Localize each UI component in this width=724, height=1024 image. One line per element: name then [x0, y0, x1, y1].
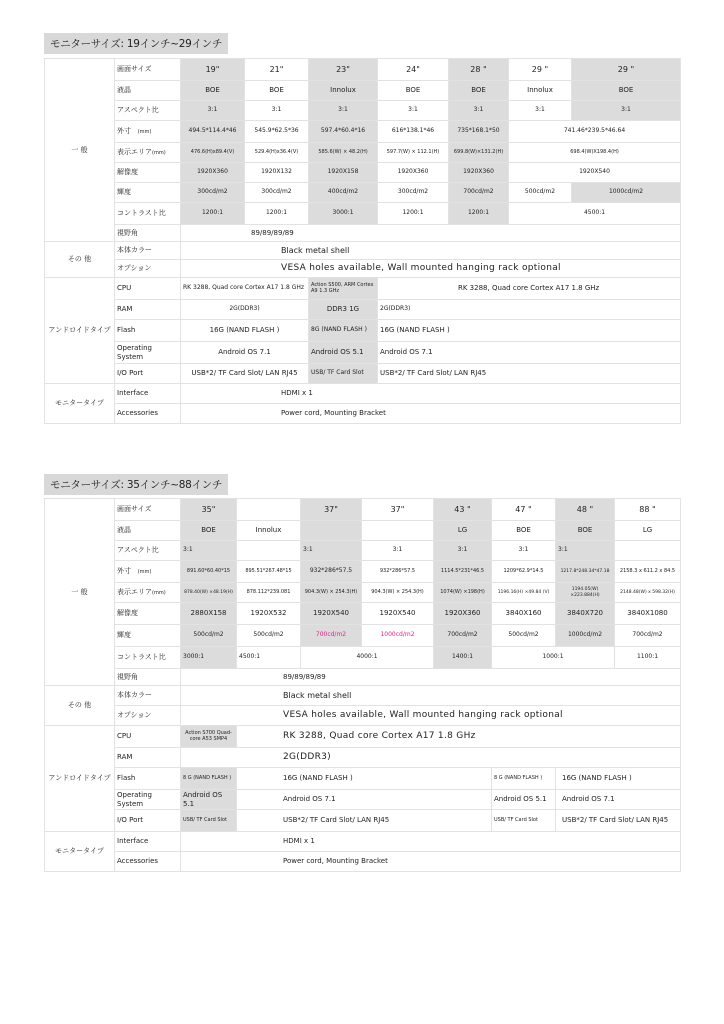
cell: 19": [181, 59, 245, 81]
cell: Action S700 Quad-core A53 SMP4: [181, 726, 237, 748]
cell: 700cd/m2: [434, 625, 492, 647]
cell: 3:1: [378, 101, 449, 121]
cell: 89/89/89/89: [181, 669, 681, 686]
cell: USB*2/ TF Card Slot/ LAN RJ45: [181, 364, 309, 384]
cell: 2880X158: [181, 603, 237, 625]
row-os: Operating System Android OS 7.1 Android OS 5.1 Android OS 7.1: [45, 342, 681, 364]
cell: 1920X360: [434, 603, 492, 625]
cell: 16G (NAND FLASH ): [556, 768, 681, 790]
section-android: アンドロイドタイプ: [45, 726, 115, 832]
cell: 8G (NAND FLASH ): [309, 320, 378, 342]
cell: 16G (NAND FLASH ): [181, 320, 309, 342]
cell: VESA holes available, Wall mounted hanging rack optional: [181, 260, 681, 278]
section-other: その 他: [45, 242, 115, 278]
cell: [615, 541, 681, 561]
cell: Android OS 7.1: [378, 342, 681, 364]
cell: 3:1: [181, 101, 245, 121]
row-interface: モニタータイプ Interface HDMI x 1: [45, 384, 681, 404]
cell: 2G(DDR3): [181, 748, 681, 768]
cell: Android OS 5.1: [181, 790, 237, 810]
section-android: アンドロイドタイプ: [45, 278, 115, 384]
row-aspect: アスペクト比 3:1 3:1 3:1 3:1 3:1 3:1: [45, 541, 681, 561]
cell: 29 ": [509, 59, 572, 81]
cell: BOE: [556, 521, 615, 541]
cell: 1920X360: [449, 163, 509, 183]
cell: 2148.48(W) x 598.32(H): [615, 583, 681, 603]
cell: 1920X532: [237, 603, 301, 625]
cell: 37": [301, 499, 362, 521]
cell: 3:1: [301, 541, 362, 561]
cell: RK 3288, Quad core Cortex A17 1.8 GHz: [181, 278, 309, 300]
cell: 1920X158: [309, 163, 378, 183]
cell: 698.4(W)X198.4(H): [509, 143, 681, 163]
cell: 500cd/m2: [492, 625, 556, 647]
cell: 700cd/m2: [449, 183, 509, 203]
cell: 1000cd/m2: [362, 625, 434, 647]
cell: LG: [615, 521, 681, 541]
cell: 3:1: [434, 541, 492, 561]
cell: [301, 521, 362, 541]
cell: USB/ TF Card Slot: [492, 810, 556, 832]
table1-title: モニターサイズ: 19インチ~29インチ: [44, 33, 228, 54]
cell: 700cd/m2: [301, 625, 362, 647]
row-io: I/O Port USB*2/ TF Card Slot/ LAN RJ45 USB/ TF Card Slot USB*2/ TF Card Slot/ LAN RJ45: [45, 364, 681, 384]
row-contrast: コントラスト比 3000:1 4500:1 4000:1 1400:1 1000:1 1100:1: [45, 647, 681, 669]
cell: 1209*62.9*14.5: [492, 561, 556, 583]
cell: 1200:1: [378, 203, 449, 225]
cell: 2G(DDR3): [181, 300, 309, 320]
row-accessories: Accessories Power cord, Mounting Bracket: [45, 404, 681, 424]
cell: USB*2/ TF Card Slot/ LAN RJ45: [378, 364, 681, 384]
cell: 88 ": [615, 499, 681, 521]
cell: LG: [434, 521, 492, 541]
cell: 1920X132: [245, 163, 309, 183]
cell: 1217.8*248.34*47.18: [556, 561, 615, 583]
row-outer: 外寸 (mm) 494.5*114.4*46 545.9*62.5*36 597.4*60.4*16 616*138.1*46 735*168.1*50 741.46*239.5*46.64: [45, 121, 681, 143]
cell: 1920X360: [378, 163, 449, 183]
section-other: その 他: [45, 686, 115, 726]
cell: 904.3(W) × 254.3(H): [362, 583, 434, 603]
cell: 43 ": [434, 499, 492, 521]
cell: 494.5*114.4*46: [181, 121, 245, 143]
cell: 3:1: [556, 541, 615, 561]
cell: USB*2/ TF Card Slot/ LAN RJ45: [237, 810, 492, 832]
cell: 4000:1: [301, 647, 434, 669]
row-os: Operating System Android OS 5.1 Android OS 7.1 Android OS 5.1 Android OS 7.1: [45, 790, 681, 810]
row-ram: RAM 2G(DDR3): [45, 748, 681, 768]
cell: Innolux: [237, 521, 301, 541]
row-size: 一 般 画面サイズ 19" 21" 23" 24" 28 " 29 " 29 ": [45, 59, 681, 81]
cell: 37": [362, 499, 434, 521]
cell: 1920X540: [362, 603, 434, 625]
cell: USB/ TF Card Slot: [181, 810, 237, 832]
row-lcd: 液晶 BOE BOE Innolux BOE BOE Innolux BOE: [45, 81, 681, 101]
row-cpu: アンドロイドタイプ CPU Action S700 Quad-core A53 SMP4 RK 3288, Quad core Cortex A17 1.8 GHz: [45, 726, 681, 748]
cell: 1200:1: [245, 203, 309, 225]
cell: 700cd/m2: [615, 625, 681, 647]
cell: 616*138.1*46: [378, 121, 449, 143]
row-display: 表示エリア(mm) 878.40(W) ×48.19(H) 878.112*239.081 904.3(W) × 254.3(H) 904.3(W) × 254.3(H) 1074(W) ×198(H) 1196.16(H) ×49.84 (V) 1194.05(W) ×223.884(H) 2148.48(W) x 598.32(H): [45, 583, 681, 603]
row-resolution: 解像度 2880X158 1920X532 1920X540 1920X540 1920X360 3840X160 3840X720 3840X1080: [45, 603, 681, 625]
cell: 3840X160: [492, 603, 556, 625]
cell: BOE: [449, 81, 509, 101]
cell: 735*168.1*50: [449, 121, 509, 143]
cell: 932*286*57.5: [301, 561, 362, 583]
cell: 3:1: [362, 541, 434, 561]
cell: 904.3(W) × 254.3(H): [301, 583, 362, 603]
cell: 500cd/m2: [237, 625, 301, 647]
cell: Power cord, Mounting Bracket: [181, 852, 681, 872]
row-aspect: アスペクト比 3:1 3:1 3:1 3:1 3:1 3:1 3:1: [45, 101, 681, 121]
cell: 597.7(W) × 112.1(H): [378, 143, 449, 163]
cell: 1920X540: [301, 603, 362, 625]
table2-title: モニターサイズ: 35インチ~88インチ: [44, 474, 228, 495]
cell: 1920X360: [181, 163, 245, 183]
row-flash: Flash 16G (NAND FLASH ) 8G (NAND FLASH ) 16G (NAND FLASH ): [45, 320, 681, 342]
cell: 1400:1: [434, 647, 492, 669]
cell: 400cd/m2: [309, 183, 378, 203]
cell: 1200:1: [181, 203, 245, 225]
cell: BOE: [492, 521, 556, 541]
cell: Action S500, ARM Cortex A9 1.3 GHz: [309, 278, 378, 300]
cell: 3:1: [492, 541, 556, 561]
cell: 16G (NAND FLASH ): [378, 320, 681, 342]
cell: 529.4(H)x36.4(V): [245, 143, 309, 163]
cell: 300cd/m2: [378, 183, 449, 203]
cell: 8 G (NAND FLASH ): [492, 768, 556, 790]
cell: 476.6(H)x89.4(V): [181, 143, 245, 163]
cell: 932*286*57.5: [362, 561, 434, 583]
cell: 3840X1080: [615, 603, 681, 625]
cell: 21": [245, 59, 309, 81]
cell: Android OS 5.1: [309, 342, 378, 364]
cell: 300cd/m2: [245, 183, 309, 203]
cell: 3000:1: [309, 203, 378, 225]
cell: 47 ": [492, 499, 556, 521]
cell: 48 ": [556, 499, 615, 521]
cell: 1920X540: [509, 163, 681, 183]
cell: Android OS 7.1: [237, 790, 492, 810]
cell: 585.6(W) × 48.2(H): [309, 143, 378, 163]
cell: USB*2/ TF Card Slot/ LAN RJ45: [556, 810, 681, 832]
cell: DDR3 1G: [309, 300, 378, 320]
cell: 23": [309, 59, 378, 81]
row-option: オプション VESA holes available, Wall mounted hanging rack optional: [45, 706, 681, 726]
row-lcd: 液晶 BOE Innolux LG BOE BOE LG: [45, 521, 681, 541]
spec-table-35-88: [44, 498, 681, 872]
cell: 1200:1: [449, 203, 509, 225]
cell: Innolux: [509, 81, 572, 101]
row-brightness: 輝度 300cd/m2 300cd/m2 400cd/m2 300cd/m2 700cd/m2 500cd/m2 1000cd/m2: [45, 183, 681, 203]
section-monitor: モニタータイプ: [45, 832, 115, 872]
row-brightness: 輝度 500cd/m2 500cd/m2 700cd/m2 1000cd/m2 700cd/m2 500cd/m2 1000cd/m2 700cd/m2: [45, 625, 681, 647]
cell: BOE: [245, 81, 309, 101]
cell: BOE: [378, 81, 449, 101]
cell: 300cd/m2: [181, 183, 245, 203]
row-viewing-angle: 視野角 89/89/89/89: [45, 669, 681, 686]
row-flash: Flash 8 G (NAND FLASH ) 16G (NAND FLASH ) 8 G (NAND FLASH ) 16G (NAND FLASH ): [45, 768, 681, 790]
section-monitor: モニタータイプ: [45, 384, 115, 424]
cell: RK 3288, Quad core Cortex A17 1.8 GHz: [378, 278, 681, 300]
cell: 28 ": [449, 59, 509, 81]
cell: 500cd/m2: [181, 625, 237, 647]
cell: Power cord, Mounting Bracket: [181, 404, 681, 424]
cell: 1194.05(W) ×223.884(H): [556, 583, 615, 603]
row-resolution: 解像度 1920X360 1920X132 1920X158 1920X360 1920X360 1920X540: [45, 163, 681, 183]
cell: VESA holes available, Wall mounted hanging rack optional: [181, 706, 681, 726]
cell: [362, 521, 434, 541]
row-color: その 他 本体カラー Black metal shell: [45, 242, 681, 260]
cell: 597.4*60.4*16: [309, 121, 378, 143]
cell: Black metal shell: [181, 686, 681, 706]
cell: 2G(DDR3): [378, 300, 681, 320]
cell: 878.40(W) ×48.19(H): [181, 583, 237, 603]
cell: 1074(W) ×198(H): [434, 583, 492, 603]
cell: Black metal shell: [181, 242, 681, 260]
cell: Android OS 5.1: [492, 790, 556, 810]
cell: [237, 541, 301, 561]
cell: Innolux: [309, 81, 378, 101]
row-outer: 外寸 (mm) 891.60*60.40*15 895.51*267.48*15 932*286*57.5 932*286*57.5 1114.5*231*46.5 1209*62.9*14.5 1217.8*248.34*47.18 2158.3 x 611.2 x 84.5: [45, 561, 681, 583]
cell: HDMI x 1: [181, 384, 681, 404]
cell: 89/89/89/89: [181, 225, 681, 242]
cell: 895.51*267.48*15: [237, 561, 301, 583]
row-color: その 他 本体カラー Black metal shell: [45, 686, 681, 706]
cell: 741.46*239.5*46.64: [509, 121, 681, 143]
cell: 4500:1: [237, 647, 301, 669]
cell: 3:1: [181, 541, 237, 561]
cell: [237, 499, 301, 521]
row-size: 一 般 画面サイズ 35" 37" 37" 43 " 47 " 48 " 88 ": [45, 499, 681, 521]
section-general: 一 般: [45, 499, 115, 686]
cell: 1114.5*231*46.5: [434, 561, 492, 583]
cell: USB/ TF Card Slot: [309, 364, 378, 384]
cell: RK 3288, Quad core Cortex A17 1.8 GHz: [237, 726, 681, 748]
cell: 3:1: [449, 101, 509, 121]
cell: 878.112*239.081: [237, 583, 301, 603]
cell: 1100:1: [615, 647, 681, 669]
cell: 35": [181, 499, 237, 521]
cell: 891.60*60.40*15: [181, 561, 237, 583]
cell: 29 ": [572, 59, 681, 81]
row-interface: モニタータイプ Interface HDMI x 1: [45, 832, 681, 852]
cell: 24": [378, 59, 449, 81]
cell: 16G (NAND FLASH ): [237, 768, 492, 790]
cell: 3840X720: [556, 603, 615, 625]
row-option: オプション VESA holes available, Wall mounted hanging rack optional: [45, 260, 681, 278]
row-cpu: アンドロイドタイプ CPU RK 3288, Quad core Cortex A17 1.8 GHz Action S500, ARM Cortex A9 1.3 GHz RK 3288, Quad core Cortex A17 1.8 GHz: [45, 278, 681, 300]
cell: 500cd/m2: [509, 183, 572, 203]
cell: Android OS 7.1: [181, 342, 309, 364]
cell: 3:1: [509, 101, 572, 121]
row-contrast: コントラスト比 1200:1 1200:1 3000:1 1200:1 1200:1 4500:1: [45, 203, 681, 225]
cell: 3:1: [245, 101, 309, 121]
section-general: 一 般: [45, 59, 115, 242]
cell: BOE: [181, 521, 237, 541]
cell: 699.8(W)×131.2(H): [449, 143, 509, 163]
cell: 1000cd/m2: [556, 625, 615, 647]
cell: HDMI x 1: [181, 832, 681, 852]
cell: 8 G (NAND FLASH ): [181, 768, 237, 790]
row-display: 表示エリア(mm) 476.6(H)x89.4(V) 529.4(H)x36.4(V) 585.6(W) × 48.2(H) 597.7(W) × 112.1(H) 699.8(W)×131.2(H) 698.4(W)X198.4(H): [45, 143, 681, 163]
row-viewing-angle: 視野角 89/89/89/89: [45, 225, 681, 242]
cell: 545.9*62.5*36: [245, 121, 309, 143]
row-io: I/O Port USB/ TF Card Slot USB*2/ TF Card Slot/ LAN RJ45 USB/ TF Card Slot USB*2/ TF Card Slot/ LAN RJ45: [45, 810, 681, 832]
cell: Android OS 7.1: [556, 790, 681, 810]
row-ram: RAM 2G(DDR3) DDR3 1G 2G(DDR3): [45, 300, 681, 320]
cell: BOE: [572, 81, 681, 101]
cell: 2158.3 x 611.2 x 84.5: [615, 561, 681, 583]
row-accessories: Accessories Power cord, Mounting Bracket: [45, 852, 681, 872]
cell: 4500:1: [509, 203, 681, 225]
spec-table-19-29: [44, 58, 681, 424]
cell: 3000:1: [181, 647, 237, 669]
cell: 1000:1: [492, 647, 615, 669]
cell: 3:1: [309, 101, 378, 121]
cell: 3:1: [572, 101, 681, 121]
cell: BOE: [181, 81, 245, 101]
cell: 1196.16(H) ×49.84 (V): [492, 583, 556, 603]
cell: 1000cd/m2: [572, 183, 681, 203]
